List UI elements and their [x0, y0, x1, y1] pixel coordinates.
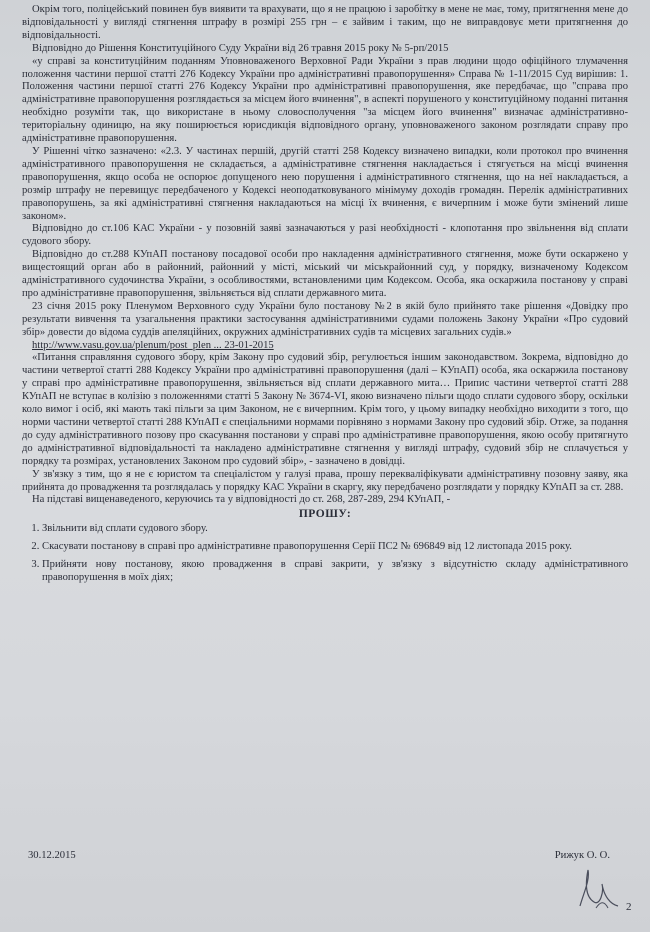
paragraph-10: На підставі вищенаведеного, керуючись та у відповідності до ст. 268, 287-289, 294 КУпАП, -: [32, 494, 451, 506]
paragraph-8: «Питання справляння судового збору, крім Закону про судовий збір, регулюється іншим законодавством. Зокрема, відповідно до частини четвертої статті 288 Кодексу України про адміністративні правопорушення (далі – КУпАП) особа, яка оскаржила постанову у справі про адміністративне правопорушення, звільняється від сплати державного мита… Припис частини четвертої статті 288 КУпАП не вступає в колізію з положеннями статті 5 Закону № 3674-VI, якою визначено пільги щодо сплати судового збору, оскільки коло вимог і осіб, які мають такі пільги за цим Законом, не є вичерпним. Крім того, у цьому випадку необхідно виходити з того, що норми частини четвертої статті 288 КУпАП є спеціальними нормами порівняно з нормами Закону про судовий збір. Отже, за подання до суду адміністративного позову про скасування постанови у справі про адміністративне правопорушення, якою особу притягнуто до адміністративної відповідальності та накладено адміністративне стягнення у вигляді штрафу, судовий збір не сплачується у порядку та розмірах, установлених Законом про судовий збір», - зазначено в довідці.: [22, 352, 628, 467]
paragraph-7: 23 січня 2015 року Пленумом Верховного суду України було постанову №2 в якій було прийнято таке рішення «Довідку про результати вивчення та узагальнення практики застосування адміністративними судами положень Закону України «Про судовий збір» довести до відома суддів апеляційних, окружних адміністративних судів та місцевих загальних судів.»: [22, 300, 628, 338]
paragraph-3: «у справі за конституційним поданням Уповноваженого Верховної Ради України з прав людини щодо офіційного тлумачення положення частини першої статті 276 Кодексу України про адміністративні правопорушення» Справа № 1-11/2015 Суд вирішив: 1. Положення частини першої статті 276 Кодексу України про адміністративні правопорушення, яке передбачає, що "справа про адміністративне правопорушення розглядається за місцем його вчинення", в аспекті порушеного у конституційному поданні питання необхідно розуміти так, що використане в ньому словосполучення "за місцем його вчинення" визначає адміністративно-територіальну одиницю, на яку поширюється юрисдикція відповідного органу, уповноваженого законом розглядати справу про адміністративне правопорушення.: [22, 55, 628, 145]
plenum-link-line: [22, 340, 628, 353]
request-item-3: 3. Прийняти нову постанову, якою провадження в справі закрити, у зв'язку з відсутністю складу адміністративного правопорушення в моїх діях;: [42, 559, 628, 585]
document-page: [22, 4, 632, 928]
handwritten-signature: [574, 862, 624, 914]
paragraph-1: Окрім того, поліцейський повинен був виявити та врахувати, що я не працюю і заробітку в мене не має, тому, притягнення мене до відповідальності у вигляді стягнення штрафу в розмірі 255 грн – є зайвим і таким, що не виправдовує мети притягнення до відповідальності.: [22, 4, 628, 41]
page-number: 2: [626, 901, 632, 913]
request-list: [22, 523, 628, 585]
paragraph-2: Відповідно до Рішення Конституційного Суду України від 26 травня 2015 року № 5-рп/2015: [32, 42, 449, 54]
request-heading: ПРОШУ:: [298, 508, 352, 521]
paragraph-4: У Рішенні чітко зазначено: «2.3. У частинах першій, другій статті 258 Кодексу визначено випадки, коли протокол про вчинення адміністративного правопорушення не складається, а адміністративне стягнення накладається і стягується на місці вчинення правопорушення, якщо особа не оспорює допущеного нею порушення і адміністративного стягнення, що на неї накладається, а розмір штрафу не перевищує передбаченого у Кодексі неоподатковуваного мінімуму доходів громадян. Перелік адміністративних правопорушень, за які адміністративні стягнення накладаються на місці їх вчинення, є вичерпним і може бути змінений лише законом».: [22, 145, 628, 222]
footer-row: [28, 850, 610, 861]
signer-name: Рижук О. О.: [554, 850, 610, 861]
paragraph-9: У зв'язку з тим, що я не є юристом та спеціалістом у галузі права, прошу перекваліфікувати адміністративну позовну заяву, яка прийнята до провадження та розглядалась у порядку КАС України в скаргу, яку передбачено розглядати у порядку КУпАП за ст. 288.: [22, 468, 628, 493]
document-date: 30.12.2015: [28, 850, 76, 861]
plenum-link[interactable]: http://www.vasu.gov.ua/plenum/post_plen ... 23-01-2015: [32, 339, 274, 351]
paragraph-5: Відповідно до ст.106 КАС України - у позовній заяві зазначаються у разі необхідності - клопотання про звільнення від сплати судового збору.: [22, 223, 628, 248]
paragraph-6: Відповідно до ст.288 КУпАП постанову посадової особи про накладення адміністративного стягнення, може бути оскаржено у вищестоящий орган або в районний, районний у місті, міський чи міськрайонний суд, у порядку, визначеному Кодексом адміністративного судочинства України, з особливостями, встановленими цим Кодексом. Особа, яка оскаржила постанову у справі про адміністративне правопорушення, звільняється від сплати державного мита.: [22, 249, 628, 299]
request-item-2: 2. Скасувати постанову в справі про адміністративне правопорушення Серії ПС2 № 696849 від 12 листопада 2015 року.: [42, 541, 628, 554]
request-item-1: 1. Звільнити від сплати судового збору.: [42, 523, 628, 536]
